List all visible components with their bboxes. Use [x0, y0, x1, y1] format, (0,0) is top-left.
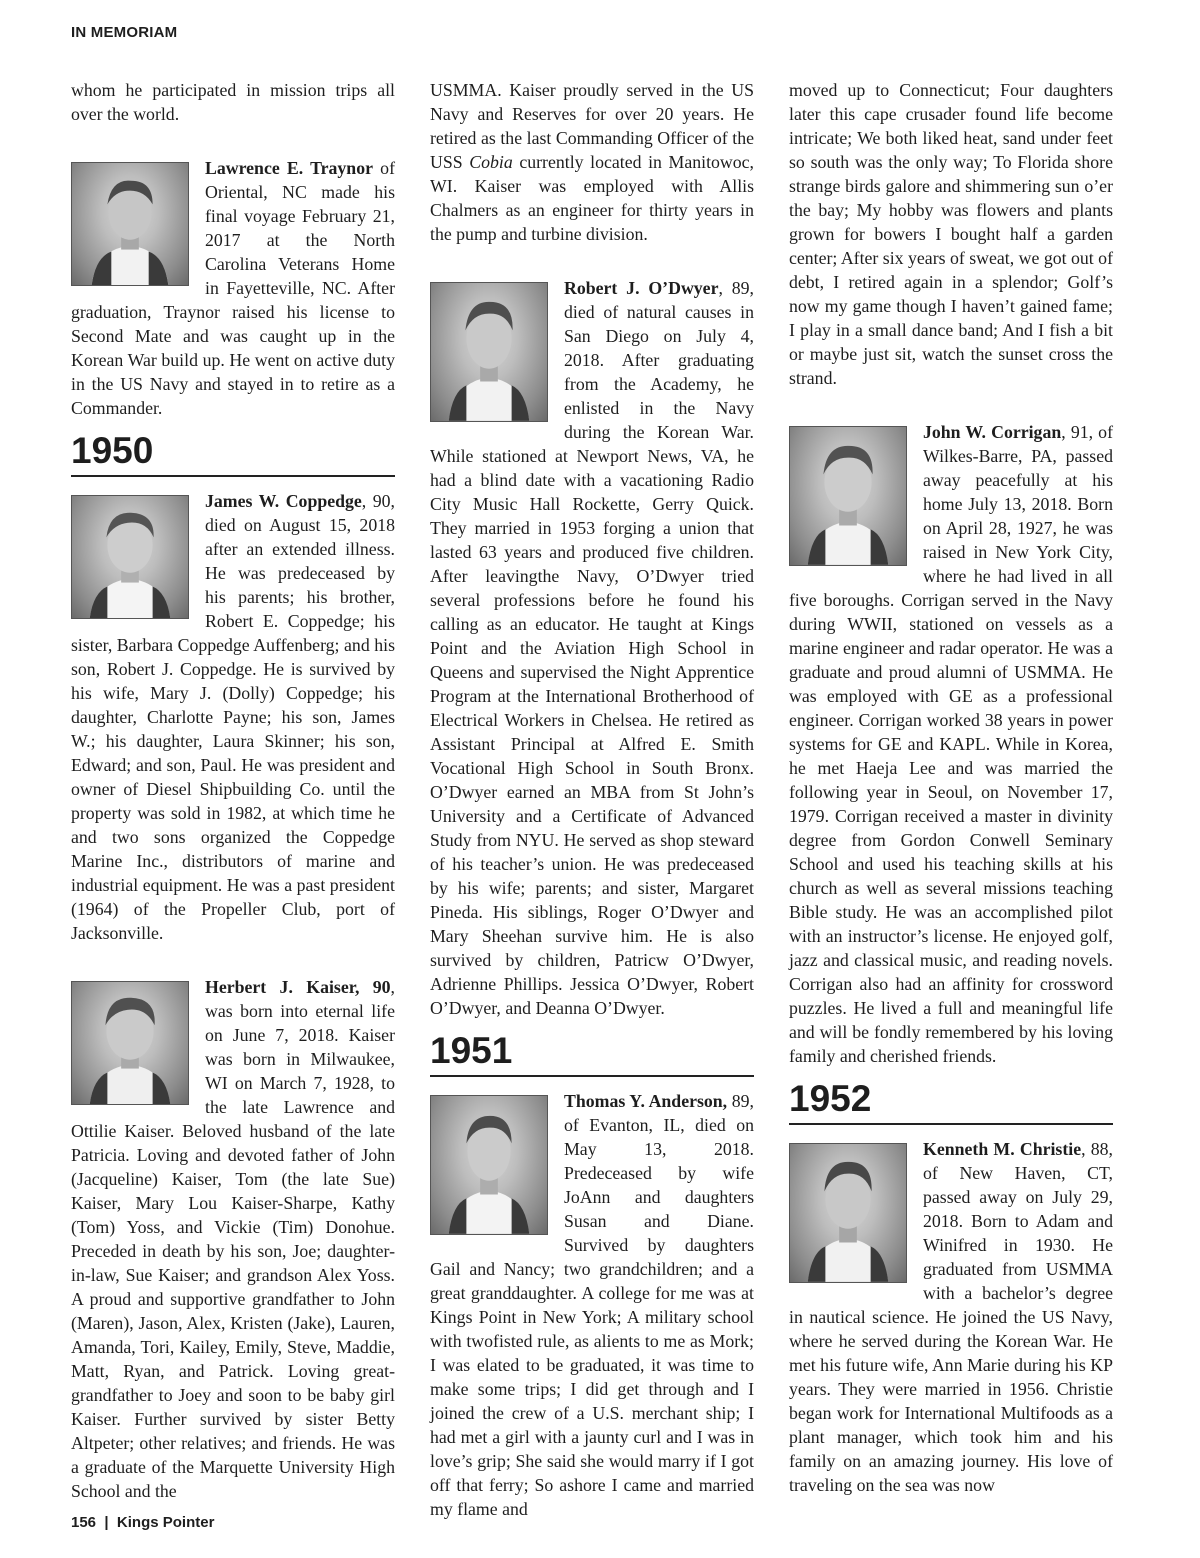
obituary-text: , 88, of New Haven, CT, passed away on July 29, 2018. Born to Adam and Winifred in 1930. He graduated from USMMA with a bachelor’s degree in nautical science. He joined the US Navy, where he served during the Korean War. He met his future wife, Ann Marie during his KP years. They were married in 1956. Christie began work for International Multifoods as a plant manager, which took him and his family on an amazing journey. His love of traveling on the sea was now [789, 1139, 1113, 1495]
portrait-photo-odwyer [430, 282, 548, 422]
portrait-photo-christie [789, 1143, 907, 1283]
obituary-text: USMMA. Kaiser proudly served in the US Navy and Reserves for over 20 years. He retired as the last Commanding Officer of the USS [430, 80, 754, 172]
portrait-photo-corrigan [789, 426, 907, 566]
obituary-text: , 89, died of natural causes in San Diego on July 4, 2018. After graduating from the Academy, he enlisted in the Navy during the Korean War. While stationed at Newport News, VA, he had a blind date with a vacationing Radio City Music Hall Rockette, Gerry Quick. They married in 1953 forging a union that lasted 63 years and produced five children. After leavingthe Navy, O’Dwyer tried several professions before he found his calling as an educator. He taught at Kings Point and the Aviation High School in Queens and supervised the Night Apprentice Program at the International Brotherhood of Electrical Workers in Chelsea. He retired as Assistant Principal at Alfred E. Smith Vocational High School in South Bronx. O’Dwyer earned an MBA from St John’s University and a Certificate of Advanced Study from NYU. He served as shop steward of his teacher’s union. He was predeceased by his wife; parents; and sister, Margaret Pineda. His siblings, Roger O’Dwyer and Mary Sheehan survive him. He is also survived by children, Patricw O’Dwyer, Adrienne Phillips. Jessica O’Dwyer, Robert O’Dwyer, and Deanna O’Dwyer. [430, 278, 754, 1018]
obituary-coppedge [71, 489, 395, 945]
decedent-name: Lawrence E. Traynor [205, 158, 373, 178]
decedent-name: James W. Coppedge [205, 491, 362, 511]
class-year-heading: 1952 [789, 1078, 1113, 1125]
obituary-text: 89, of Evanton, IL, died on May 13, 2018. Predeceased by wife JoAnn and daughters Susan and Diane. Survived by daughters Gail and Nancy; two grandchildren; and a great granddaughter. A college for me was at Kings Point in New York; A military school with twofisted rule, as alients to me as Mork; I was elated to be graduated, it was time to make some trips; I did get through and I joined the crew of a U.S. merchant ship; I had met a girl with a jaunty curl and I was in love’s grip; She said she would marry if I got off that ferry; So ashore I came and married my flame and [430, 1091, 754, 1519]
obituary-traynor [71, 156, 395, 420]
page-footer [71, 1514, 214, 1531]
obituary-text: , 90, died on August 15, 2018 after an extended illness. He was predeceased by his parents; his brother, Robert E. Coppedge; his sister, Barbara Coppedge Auffenberg; and his son, Robert J. Coppedge. He is survived by his wife, Mary J. (Dolly) Coppedge; his daughter, Charlotte Payne; his son, James W.; his daughter, Laura Skinner; his son, Edward; and son, Paul. He was president and owner of Diesel Shipbuilding Co. until the property was sold in 1982, at which time he and two sons organized the Coppedge Marine Inc., distributors of marine and industrial equipment. He was a past president (1964) of the Propeller Club, port of Jacksonville. [71, 491, 395, 943]
section-header: IN MEMORIAM [71, 24, 178, 41]
column-2 [430, 78, 754, 1521]
obituary-text: , was born into eternal life on June 7, 2018. Kaiser was born in Milwaukee, WI on March 7, 1928, to the late Lawrence and Ottilie Kaiser. Beloved husband of the late Patricia. Loving and devoted father of John (Jacqueline) Kaiser, Tom (the late Sue) Kaiser, Mary Lou Kaiser-Sharpe, Kathy (Tom) Yoss, and Vickie (Tim) Donohue. Preceded in death by his son, Joe; daughter-in-law, Sue Kaiser; and grandson Alex Yoss. A proud and supportive grandfather to John (Maren), Jason, Alex, Kristen (Jake), Lauren, Amanda, Tori, Kailey, Emily, Steve, Maddie, Matt, Ryan, and Patrick. Loving great-grandfather to Joey and soon to be baby girl Kaiser. Further survived by sister Betty Altpeter; other relatives; and friends. He was a graduate of the Marquette University High School and the [71, 977, 395, 1501]
obituary-continuation-kaiser [430, 78, 754, 246]
obituary-text: of Oriental, NC made his final voyage February 21, 2017 at the North Carolina Veterans Home in Fayetteville, NC. After graduation, Traynor raised his license to Second Mate and was caught up in the Korean War build up. He went on active duty in the US Navy and stayed in to retire as a Commander. [71, 158, 395, 418]
decedent-name: Robert J. O’Dwyer [564, 278, 719, 298]
obituary-corrigan [789, 420, 1113, 1068]
column-1 [71, 78, 395, 1503]
class-year-heading: 1950 [71, 430, 395, 477]
column-3 [789, 78, 1113, 1497]
obituary-christie [789, 1137, 1113, 1497]
portrait-photo-coppedge [71, 495, 189, 619]
class-year-heading: 1951 [430, 1030, 754, 1077]
footer-separator: | [104, 1514, 109, 1531]
publication-name: Kings Pointer [116, 1514, 215, 1531]
portrait-photo-kaiser [71, 981, 189, 1105]
decedent-name: Kenneth M. Christie [923, 1139, 1082, 1159]
page-number: 156 [71, 1514, 97, 1531]
obituary-text: currently located in Manitowoc, WI. Kaiser was employed with Allis Chalmers as an engineer for thirty years in the pump and turbine division. [430, 152, 754, 244]
obituary-odwyer [430, 276, 754, 1020]
obituary-kaiser [71, 975, 395, 1503]
portrait-photo-anderson [430, 1095, 548, 1235]
obituary-text: , 91, of Wilkes-Barre, PA, passed away peacefully at his home July 13, 2018. Born on April 28, 1927, he was raised in New York City, where he had lived in all five boroughs. Corrigan served in the Navy during WWII, stationed on vessels as a marine engineer and radar operator. He was a graduate and proud alumni of USMMA. He was employed with GE as a professional engineer. Corrigan worked 38 years in power systems for GE and KAPL. While in Korea, he met Haeja Lee and was married the following year in Seoul, on November 17, 1979. Corrigan received a master in divinity degree from Gordon Conwell Seminary School and used his teaching skills at his church as well as several missions teaching Bible study. He was an accomplished pilot with an instructor’s license. He enjoyed golf, jazz and classical music, and reading novels. Corrigan also had an affinity for crossword puzzles. He lived a full and meaningful life and will be fondly remembered by his loving family and cherished friends. [789, 422, 1113, 1066]
decedent-name: Herbert J. Kaiser, 90 [205, 977, 391, 997]
obituary-anderson [430, 1089, 754, 1521]
decedent-name: Thomas Y. Anderson, [564, 1091, 728, 1111]
obituary-continuation-anderson: moved up to Connecticut; Four daughters later this cape crusader found life become intricate; We both liked heat, sand under feet so south was the only way; To Florida shore strange birds galore and shimmering sun o’er the bay; My hobby was flowers and plants grown for bowers I bought half a garden center; After six years of sweat, we got out of debt, I retired again in a splendor; Golf’s now my game though I haven’t gained fame; I play in a small dance band; And I fish a bit or maybe just sit, watch the sunset cross the strand. [789, 80, 1113, 388]
portrait-photo-traynor [71, 162, 189, 286]
decedent-name: John W. Corrigan [923, 422, 1062, 442]
obituary-continuation: whom he participated in mission trips all over the world. [71, 80, 395, 124]
ship-name: Cobia [469, 152, 513, 172]
